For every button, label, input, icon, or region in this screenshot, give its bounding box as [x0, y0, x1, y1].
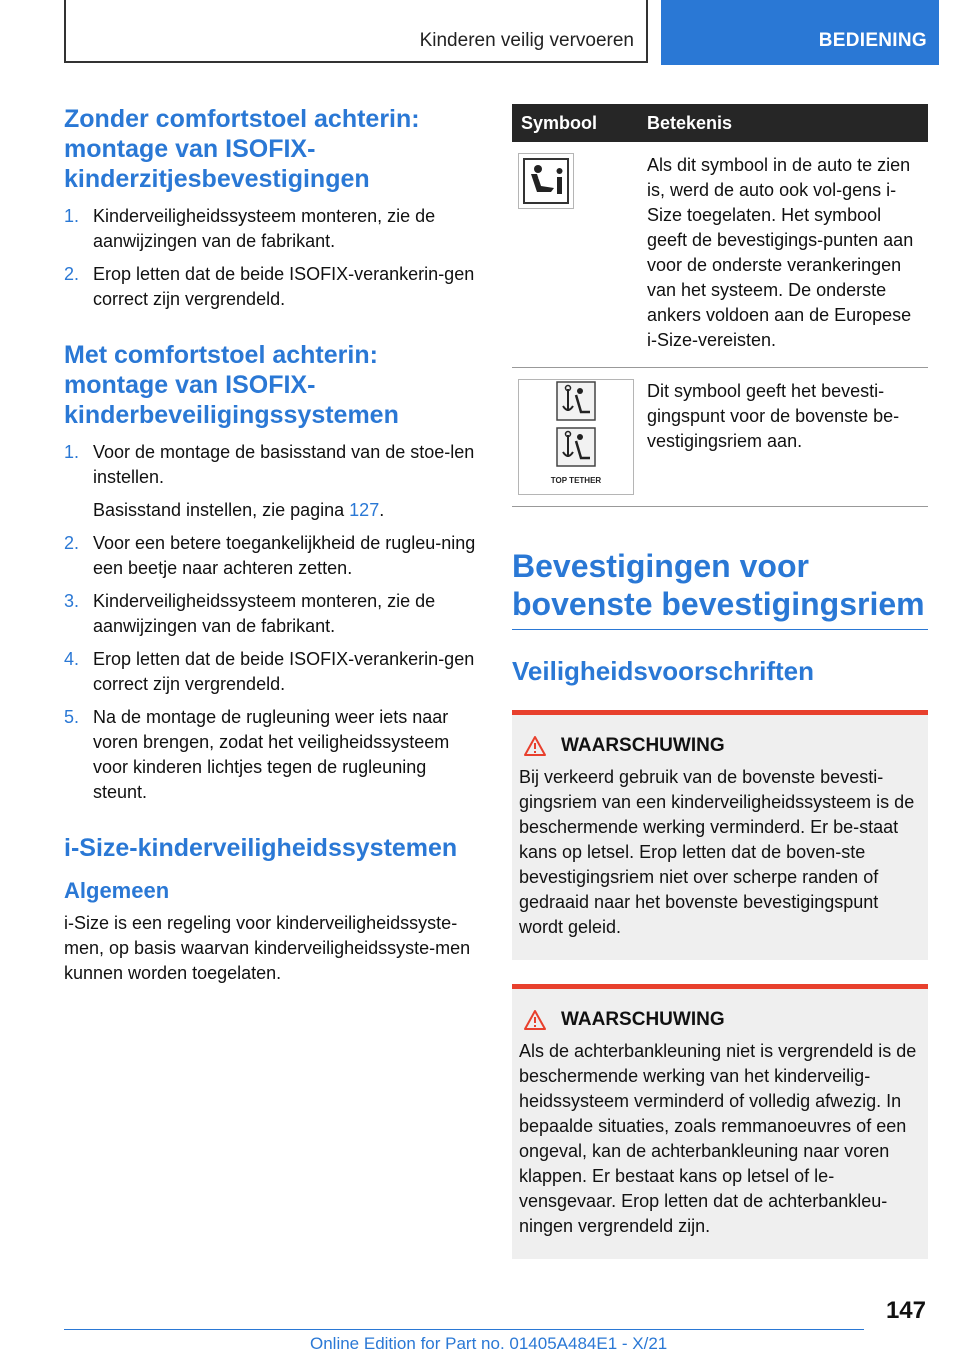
list-item: 4. Erop letten dat de beide ISOFIX-verankerin-gen correct zijn vergrendeld.: [64, 649, 475, 694]
list-item: 2. Voor een betere toegankelijkheid de rugleu-ning een beetje naar achteren zetten.: [64, 533, 476, 578]
heading-safety-instructions: Veiligheidsvoorschriften: [512, 656, 814, 686]
heading-isofix-without-comfort: Zonder comfortstoel achterin: montage van ISOFIX-kinderzitjesbevestigingen: [64, 105, 420, 193]
list-item: 3. Kinderveiligheidssysteem monteren, zie de aanwijzingen van de fabrikant.: [64, 591, 436, 636]
heading-top-tether-mounts: Bevestigingen voor bovenste bevestigingsriem: [512, 547, 928, 630]
i-size-description: i-Size is een regeling voor kinderveiligheidssyste-men, op basis waarvan kinderveiligheidssyste-men kunnen worden toegelaten.: [64, 913, 471, 983]
top-tether-label: TOP TETHER: [550, 476, 602, 485]
warning-text: Als de achterbankleuning niet is vergrendeld is de beschermende werking van het kinderveilig-heidssysteem verminderd of volledig afwezig. In bepaalde situaties, zoals remmanoeuvres of een ongeval, kan de achterbankleuning naar voren klappen. Er bestaat kans op letsel of le-vensgevaar. Erop letten dat de achterbankleu-ningen vergrendeld zijn.: [519, 1041, 917, 1236]
page-link[interactable]: 127: [349, 500, 380, 520]
list-item: 1. Voor de montage de basisstand van de stoe-len instellen. Basisstand instellen, zie pagina 127.: [64, 440, 478, 523]
column-header-symbol: Symbool: [512, 104, 643, 142]
column-header-meaning: Betekenis: [643, 104, 928, 142]
steps-with-comfort: [64, 440, 478, 805]
section-title: BEDIENING: [818, 30, 927, 51]
right-column: [512, 104, 928, 1259]
footer-divider: [64, 1329, 864, 1330]
heading-isofix-with-comfort: Met comfortstoel achterin: montage van ISOFIX-kinderbeveiligingssystemen: [64, 341, 399, 429]
left-column: [64, 104, 478, 986]
i-size-meaning: Als dit symbool in de auto te zien is, werd de auto ook vol-gens i-Size toegelaten. Het symbool geeft de bevestigings-punten aan voor de onderste verankeringen van het systeem. De onderste ankers voldoen aan de Europese i-Size-vereisten.: [643, 142, 928, 368]
warning-box-2: [512, 984, 928, 1259]
heading-i-size: i-Size-kinderveiligheidssystemen: [64, 834, 458, 862]
warning-text: Bij verkeerd gebruik van de bovenste bevesti-gingsriem van een kinderveiligheidssysteem is de beschermende werking verminderd. Er be-staat kans op letsel. Erop letten dat de boven-ste bevestigingsriem niet over scherpe randen of gedraaid naar het bovenste bevestigingspunt wordt geleid.: [519, 767, 915, 937]
heading-general: Algemeen: [64, 878, 170, 903]
top-tether-icon: [518, 379, 634, 495]
list-item: 5. Na de montage de rugleuning weer iets naar voren brengen, zodat het veiligheidssysteem voor kinderen lichtjes tegen de rugleuning steunt.: [64, 707, 450, 802]
list-item: 2. Erop letten dat de beide ISOFIX-verankerin-gen correct zijn vergrendeld.: [64, 264, 475, 309]
list-item: 1. Kinderveiligheidssysteem monteren, zie de aanwijzingen van de fabrikant.: [64, 206, 436, 251]
page-number: 147: [885, 1297, 926, 1324]
i-size-seat-icon: [518, 153, 574, 209]
top-tether-meaning: Dit symbool geeft het bevesti-gingspunt voor de bovenste be-vestigingsriem aan.: [643, 368, 928, 507]
section-tab: [661, 0, 939, 65]
warning-box-1: [512, 710, 928, 960]
warning-triangle-icon: [523, 1009, 547, 1031]
page-reference: Basisstand instellen, zie pagina 127.: [93, 500, 385, 520]
table-row: [512, 142, 928, 368]
table-row: [512, 368, 928, 507]
warning-label: WAARSCHUWING: [561, 1009, 725, 1030]
footer-edition: Online Edition for Part no. 01405A484E1 - X/21: [310, 1334, 668, 1353]
steps-without-comfort: [64, 204, 478, 312]
warning-triangle-icon: [523, 735, 547, 757]
chapter-tab: [64, 0, 648, 63]
symbol-table: [512, 104, 928, 507]
warning-label: WAARSCHUWING: [561, 735, 725, 756]
chapter-title: Kinderen veilig vervoeren: [419, 30, 634, 51]
